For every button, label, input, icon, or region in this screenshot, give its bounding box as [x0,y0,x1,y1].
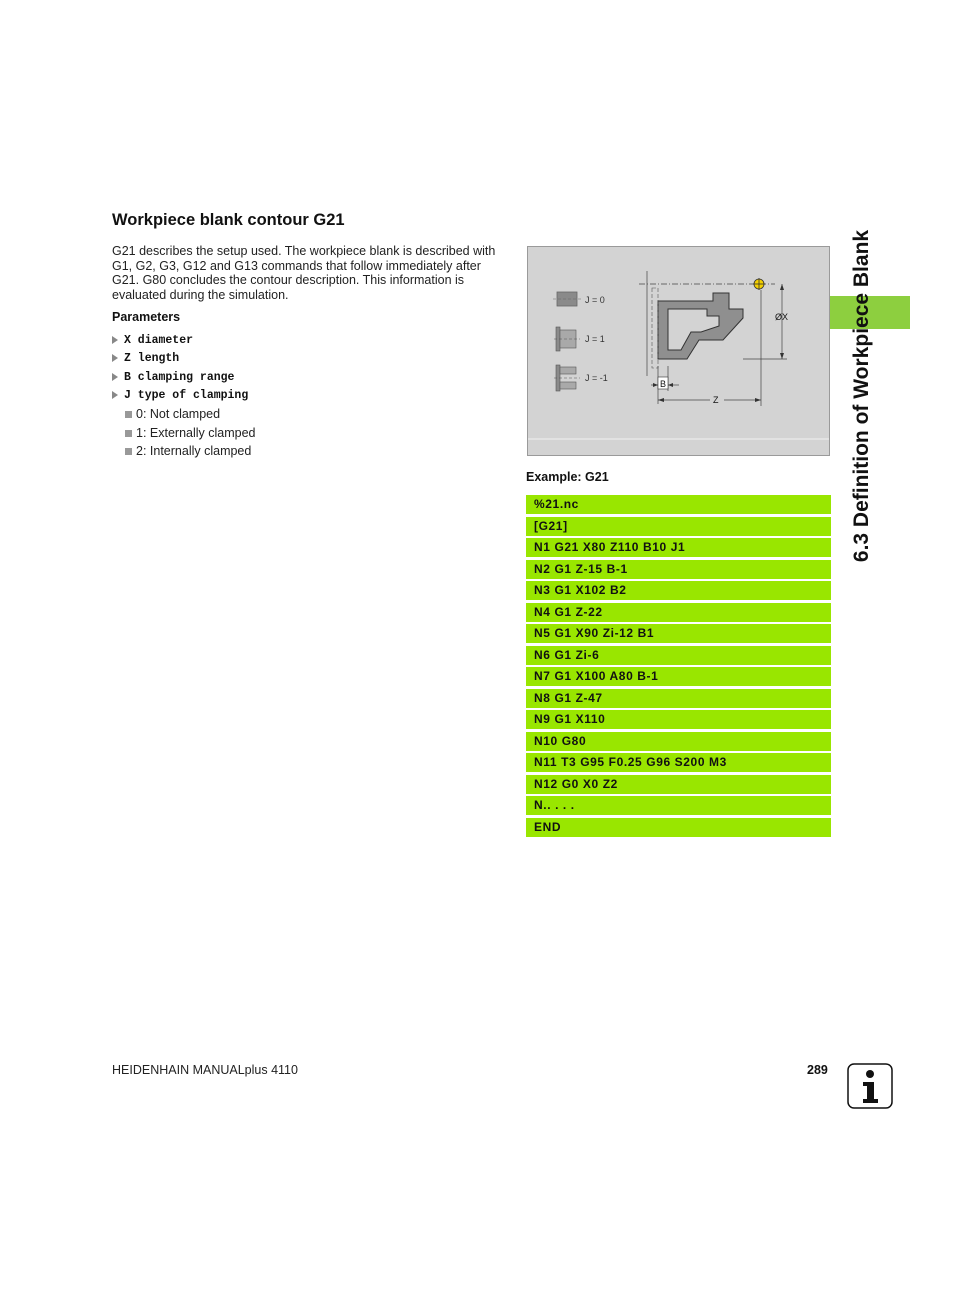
side-title-text: 6.3 Definition of Workpiece Blank [850,229,873,563]
code-line: N1 G21 X80 Z110 B10 J1 [526,538,831,557]
code-line: N8 G1 Z-47 [526,689,831,708]
example-heading: Example: G21 [526,470,609,484]
parameter-label: B clamping range [124,371,235,384]
code-line: N6 G1 Zi-6 [526,646,831,665]
parameter-label: J type of clamping [124,389,249,402]
option-item [125,407,220,421]
parameter-label: Z length [124,352,180,365]
clamp-symbol-j0 [553,292,581,306]
arrow-bullet-icon [112,391,118,399]
section-heading: Workpiece blank contour G21 [112,211,345,229]
square-bullet-icon [125,411,132,418]
info-icon [847,1063,893,1109]
option-label: 2: Internally clamped [136,444,252,458]
code-line: N4 G1 Z-22 [526,603,831,622]
arrow-bullet-icon [112,336,118,344]
parameters-heading: Parameters [112,310,181,324]
clamp-symbol-j-1 [554,365,580,391]
label-j0: J = 0 [585,295,605,305]
parameter-item [112,371,234,387]
code-line: N9 G1 X110 [526,710,831,729]
code-line: N12 G0 X0 Z2 [526,775,831,794]
arrow-bullet-icon [112,354,118,362]
parameter-item [112,334,193,350]
label-b: B [660,379,667,389]
arrow-bullet-icon [112,373,118,381]
intro-paragraph: G21 describes the setup used. The workpiece blank is described with G1, G2, G3, G12 and G13 commands that follow immediately after G21. G80 concludes the contour description. This information is evaluated during the simulation. [112,244,496,302]
code-line: N10 G80 [526,732,831,751]
option-item [125,426,256,440]
code-line: [G21] [526,517,831,536]
code-line: END [526,818,831,837]
code-line: N2 G1 Z-15 B-1 [526,560,831,579]
label-z: Z [713,395,719,405]
square-bullet-icon [125,430,132,437]
parameter-item [112,352,179,368]
label-j-1: J = -1 [585,373,608,383]
square-bullet-icon [125,448,132,455]
blank-contour-figure [527,246,830,456]
clamp-symbol-j1 [554,327,580,351]
option-label: 1: Externally clamped [136,426,256,440]
code-line: N.. . . . [526,796,831,815]
footer-product: HEIDENHAIN MANUALplus 4110 [112,1063,298,1077]
code-line: %21.nc [526,495,831,514]
label-diameter-x: ØX [775,312,789,322]
parameter-item [112,389,248,405]
code-line: N11 T3 G95 F0.25 G96 S200 M3 [526,753,831,772]
code-line: N5 G1 X90 Zi-12 B1 [526,624,831,643]
code-line: N3 G1 X102 B2 [526,581,831,600]
code-line: N7 G1 X100 A80 B-1 [526,667,831,686]
parameter-label: X diameter [124,334,194,347]
option-label: 0: Not clamped [136,407,221,421]
option-item [125,444,251,458]
label-j1: J = 1 [585,334,605,344]
page-number: 289 [807,1063,828,1077]
